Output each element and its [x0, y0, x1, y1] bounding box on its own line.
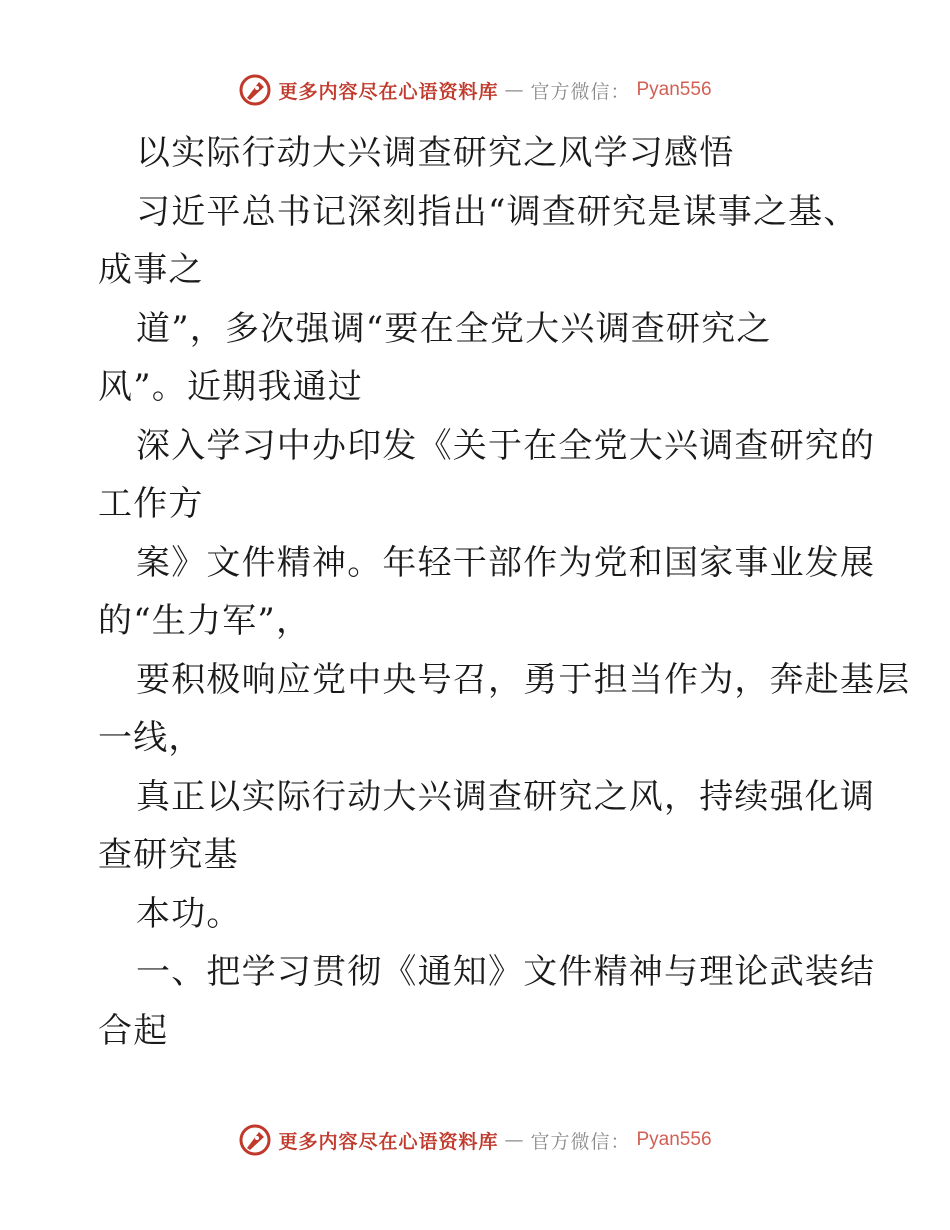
paragraph-line: 的“生力军”， — [98, 601, 312, 641]
paragraph-line: 合起 — [98, 1010, 169, 1051]
watermark-dash: — — [504, 79, 525, 101]
document-body — [98, 124, 911, 1060]
paragraph-line: 道”，多次强调“要在全党大兴调查研究之 — [136, 308, 772, 349]
footer-watermark — [0, 1120, 950, 1160]
paragraph-line: 习近平总书记深刻指出“调查研究是谋事之基、 — [136, 191, 859, 232]
watermark-brand: 更多内容尽在心语资料库 — [278, 1130, 499, 1153]
paragraph-line: 案》文件精神。年轻干部作为党和国家事业发展 — [136, 542, 876, 583]
paragraph-line: 要积极响应党中央号召，勇于担当作为，奔赴基层 — [136, 659, 911, 700]
watermark-brand: 更多内容尽在心语资料库 — [278, 80, 499, 103]
section-heading: 一、把学习贯彻《通知》文件精神与理论武装结 — [136, 952, 876, 992]
watermark-wechat-label: 官方微信： — [530, 1130, 631, 1153]
paragraph-line: 查研究基 — [98, 835, 239, 875]
watermark-dash: — — [504, 1129, 525, 1151]
paragraph-line: 一线， — [98, 718, 204, 758]
pen-nib-circle-icon — [238, 1123, 272, 1157]
paragraph-line: 成事之 — [98, 250, 204, 290]
paragraph-line: 深入学习中办印发《关于在全党大兴调查研究的 — [136, 425, 876, 466]
paragraph-line: 风”。近期我通过 — [98, 367, 363, 407]
watermark-wechat-id: Pyan556 — [636, 1129, 712, 1150]
pen-nib-circle-icon — [238, 73, 272, 107]
document-title: 以实际行动大兴调查研究之风学习感悟 — [136, 133, 735, 173]
paragraph-line: 工作方 — [98, 484, 204, 524]
paragraph-line: 真正以实际行动大兴调查研究之风，持续强化调 — [136, 776, 876, 817]
paragraph-line: 本功。 — [136, 893, 242, 934]
header-watermark — [0, 70, 950, 110]
watermark-wechat-id: Pyan556 — [636, 79, 712, 100]
watermark-wechat-label: 官方微信： — [530, 80, 631, 103]
